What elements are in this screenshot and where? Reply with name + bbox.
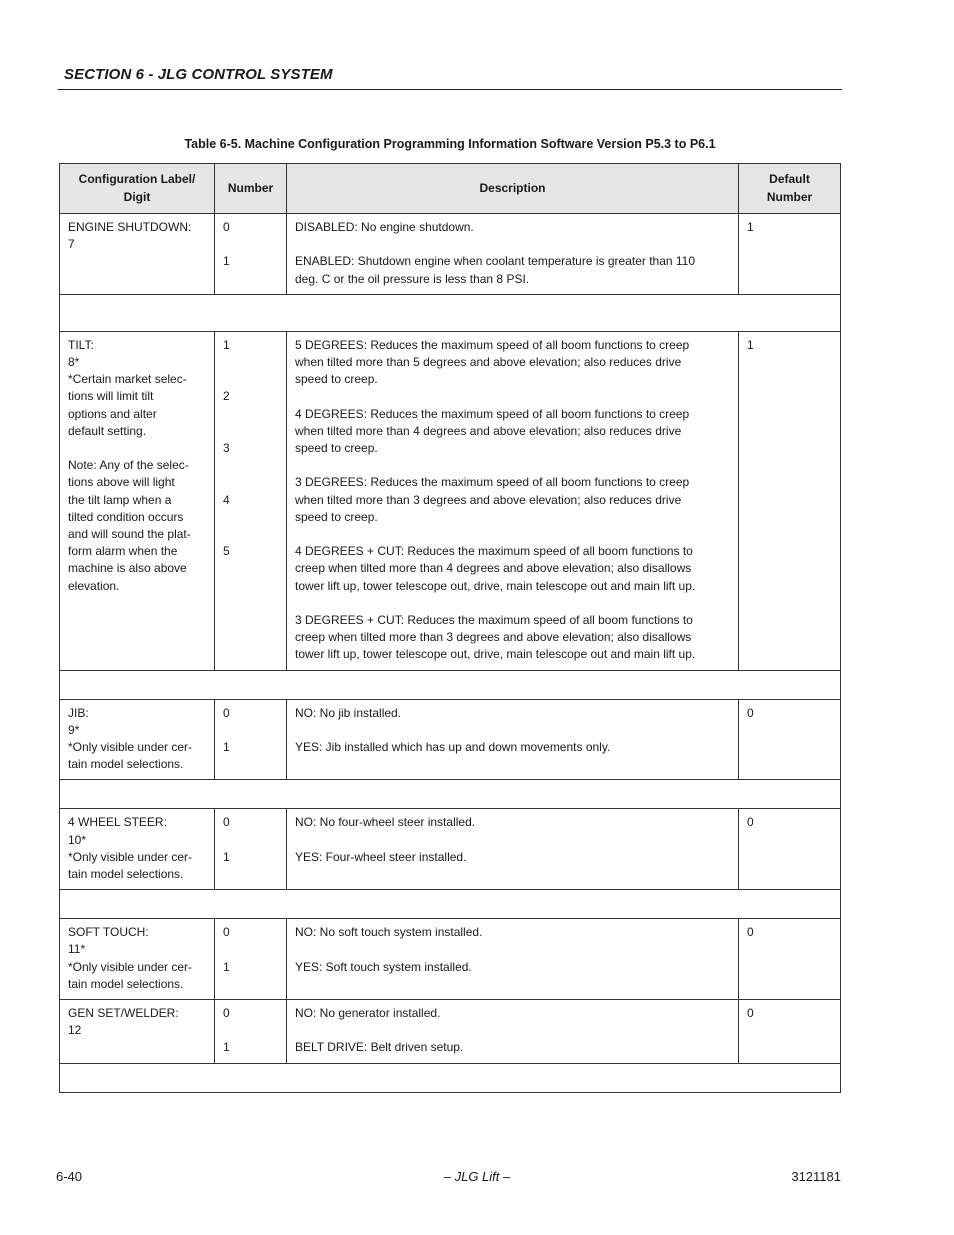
config-label-line: *Only visible under cer- (68, 959, 193, 974)
spacer-row (60, 294, 841, 331)
config-description (287, 1000, 739, 1064)
spacer-row (60, 780, 841, 809)
table-row (60, 919, 841, 1000)
config-description-line: YES: Jib installed which has up and down movements only. (295, 739, 611, 754)
config-label (60, 214, 215, 295)
config-label-line: JIB: (68, 705, 89, 720)
config-label-line: tain model selections. (68, 976, 184, 991)
config-label-line: 11* (68, 942, 86, 957)
config-description-line: speed to creep. (295, 441, 378, 455)
config-number-line: 1 (223, 1040, 230, 1055)
config-label-line: elevation. (68, 578, 120, 593)
config-label-line: form alarm when the (68, 544, 178, 559)
config-description-line: when tilted more than 3 degrees and above elevation; also reduces drive (295, 492, 682, 507)
spacer-row (60, 890, 841, 919)
config-table (59, 163, 840, 1093)
config-number-line: 4 (223, 492, 230, 507)
config-description-line: 3 DEGREES: Reduces the maximum speed of all boom functions to creep (295, 475, 690, 490)
config-label-line: the tilt lamp when a (68, 492, 172, 507)
config-label-line: machine is also above (68, 561, 187, 576)
config-default: 0 (739, 919, 841, 1000)
spacer-cell (60, 1063, 841, 1092)
config-label-line: GEN SET/WELDER: (68, 1006, 179, 1021)
config-description (287, 919, 739, 1000)
spacer-row (60, 1063, 841, 1092)
config-description (287, 699, 739, 780)
config-label-line: tions above will light (68, 475, 175, 490)
header-rule (58, 89, 842, 90)
config-description-line: ENABLED: Shutdown engine when coolant temperature is greater than 110 (295, 254, 696, 269)
config-default: 1 (739, 214, 841, 295)
config-description-line: NO: No jib installed. (295, 705, 402, 720)
config-number-line: 1 (223, 849, 230, 864)
config-label (60, 1000, 215, 1064)
config-label-line: 7 (68, 237, 75, 252)
config-number (215, 699, 287, 780)
page-number: 6-40 (56, 1169, 83, 1184)
config-label (60, 919, 215, 1000)
config-number-line: 1 (223, 959, 230, 974)
config-label-line: default setting. (68, 423, 147, 438)
config-number (215, 214, 287, 295)
config-label-line: *Only visible under cer- (68, 849, 193, 864)
config-label (60, 699, 215, 780)
config-number (215, 919, 287, 1000)
config-label-line: Note: Any of the selec- (68, 458, 189, 473)
config-label-line: ENGINE SHUTDOWN: (68, 220, 192, 234)
config-number-line: 2 (223, 389, 230, 404)
config-number-line: 1 (223, 739, 230, 754)
config-description-line: YES: Four-wheel steer installed. (295, 849, 467, 864)
config-label-line: tain model selections. (68, 867, 184, 882)
table-row (60, 1000, 841, 1064)
config-default: 0 (739, 699, 841, 780)
config-label-line: SOFT TOUCH: (68, 925, 149, 940)
config-default: 1 (739, 331, 841, 670)
config-label (60, 331, 215, 670)
config-number-line: 0 (223, 925, 230, 940)
col-header-default: Default Number (739, 164, 841, 214)
spacer-cell (60, 890, 841, 919)
config-description-line: NO: No four-wheel steer installed. (295, 815, 476, 830)
table-body (60, 214, 841, 1093)
config-default: 0 (739, 809, 841, 890)
col-header-description: Description (287, 164, 739, 214)
config-number-line: 0 (223, 705, 230, 720)
config-number-line: 0 (223, 1006, 230, 1021)
config-label-line: tain model selections. (68, 757, 184, 772)
config-label-line: 8* (68, 355, 80, 369)
config-description-line: deg. C or the oil pressure is less than 8 PSI. (295, 271, 530, 286)
config-label (60, 809, 215, 890)
config-number (215, 809, 287, 890)
config-description-line: tower lift up, tower telescope out, drive, main telescope out and main lift up. (295, 578, 696, 593)
config-label-line: TILT: (68, 337, 94, 352)
config-label-line: tions will limit tilt (68, 389, 154, 404)
config-description-line: creep when tilted more than 3 degrees and above elevation; also disallows (295, 630, 692, 645)
config-description-line: 4 DEGREES + CUT: Reduces the maximum speed of all boom functions to (295, 544, 693, 559)
config-description (287, 809, 739, 890)
config-number-line: 0 (223, 220, 230, 234)
col-header-number: Number (215, 164, 287, 214)
config-description-line: speed to creep. (295, 372, 378, 387)
config-label-line: *Certain market selec- (68, 372, 187, 387)
config-description-line: creep when tilted more than 4 degrees and above elevation; also disallows (295, 561, 692, 576)
doc-number: 3121181 (791, 1169, 841, 1184)
config-number-line: 1 (223, 337, 230, 352)
config-description-line: 5 DEGREES: Reduces the maximum speed of all boom functions to creep (295, 337, 690, 352)
config-number (215, 1000, 287, 1064)
config-label-line: options and alter (68, 406, 157, 421)
config-label-line: 4 WHEEL STEER: (68, 815, 167, 830)
config-label-line: and will sound the plat- (68, 527, 191, 542)
config-description-line: BELT DRIVE: Belt driven setup. (295, 1040, 464, 1055)
config-description-line: speed to creep. (295, 509, 378, 524)
config-description-line: NO: No generator installed. (295, 1006, 441, 1021)
section-title: SECTION 6 - JLG CONTROL SYSTEM (64, 66, 333, 83)
config-label-line: tilted condition occurs (68, 509, 184, 524)
footer-center: – JLG Lift – (443, 1169, 511, 1184)
config-description-line: 4 DEGREES: Reduces the maximum speed of all boom functions to creep (295, 406, 690, 421)
config-description-line: when tilted more than 5 degrees and above elevation; also reduces drive (295, 355, 682, 369)
table-row (60, 699, 841, 780)
spacer-row (60, 670, 841, 699)
config-description-line: 3 DEGREES + CUT: Reduces the maximum speed of all boom functions to (295, 612, 693, 627)
config-description-line: tower lift up, tower telescope out, drive, main telescope out and main lift up. (295, 647, 696, 662)
config-description-line: when tilted more than 4 degrees and above elevation; also reduces drive (295, 423, 682, 438)
config-label-line: 9* (68, 722, 80, 737)
spacer-cell (60, 670, 841, 699)
config-label-line: 12 (68, 1023, 82, 1038)
config-label-line: *Only visible under cer- (68, 740, 193, 754)
spacer-cell (60, 294, 841, 331)
config-description (287, 214, 739, 295)
table-row (60, 809, 841, 890)
config-number (215, 331, 287, 670)
config-description-line: DISABLED: No engine shutdown. (295, 220, 474, 234)
config-number-line: 5 (223, 544, 230, 559)
config-description-line: NO: No soft touch system installed. (295, 925, 483, 940)
config-description-line: YES: Soft touch system installed. (295, 959, 472, 974)
table-row (60, 214, 841, 295)
config-number-line: 3 (223, 440, 230, 455)
table-header-row (60, 164, 841, 214)
spacer-cell (60, 780, 841, 809)
config-number-line: 1 (223, 254, 230, 269)
config-label-line: 10* (68, 832, 87, 847)
col-header-label: Configuration Label/ Digit (60, 164, 215, 214)
config-description (287, 331, 739, 670)
table-row (60, 331, 841, 670)
config-number-line: 0 (223, 815, 230, 830)
config-default: 0 (739, 1000, 841, 1064)
table-caption: Table 6-5. Machine Configuration Programming Information Software Version P5.3 to P6.1 (184, 137, 716, 151)
